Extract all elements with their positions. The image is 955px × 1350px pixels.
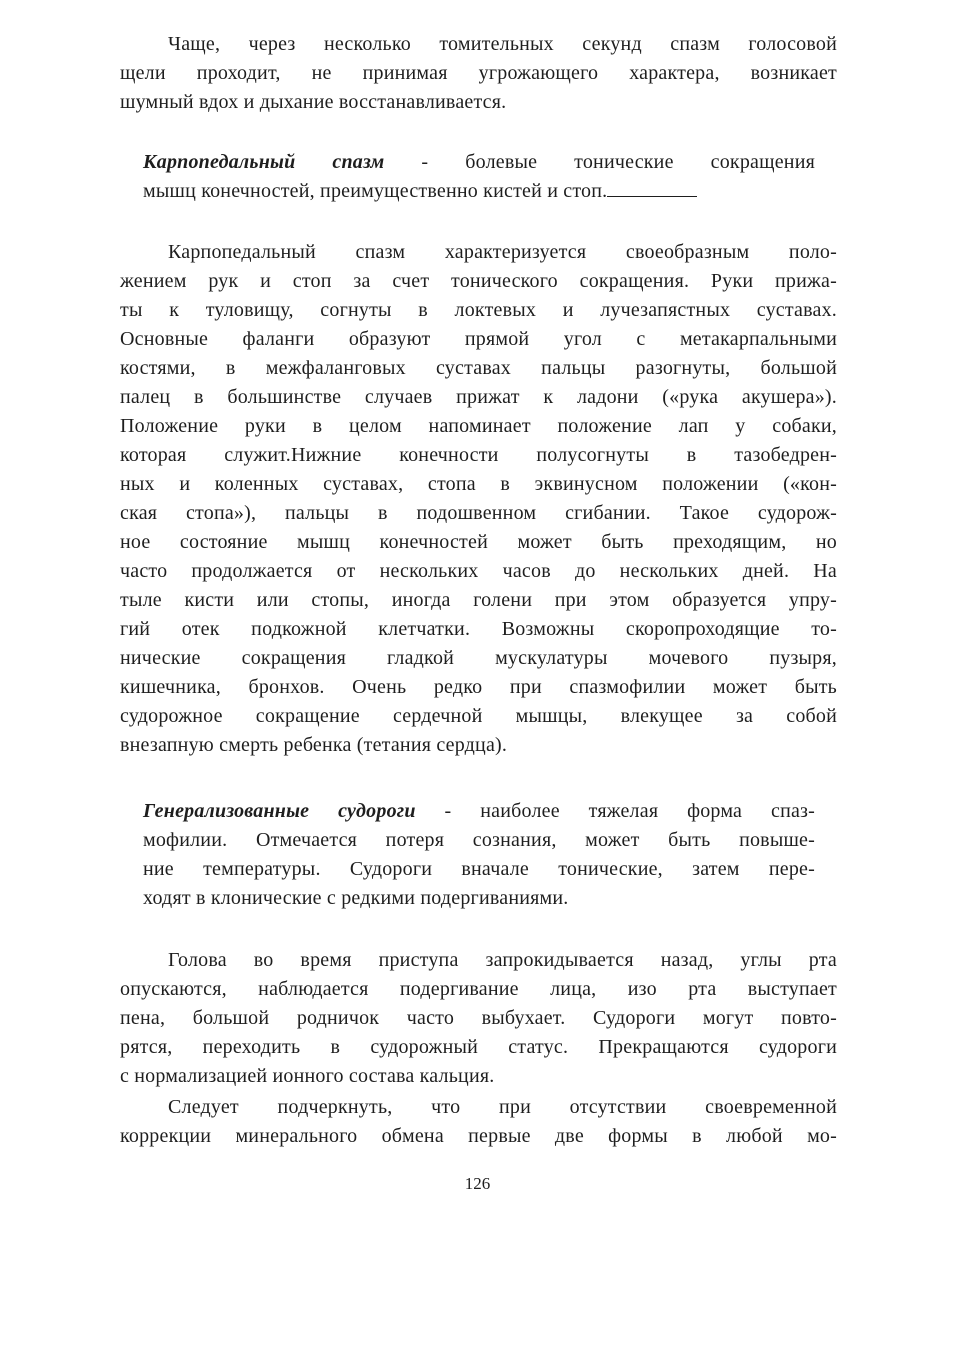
text-line: внезапную смерть ребенка (тетания сердца). xyxy=(120,734,508,756)
term-carpopedal-spasm: Карпопедальный спазм xyxy=(143,151,385,173)
text-line: коррекции минерального обмена первые две формы в любой мо- xyxy=(120,1125,837,1147)
text-line: ходят в клонические с редкими подергиваниями. xyxy=(143,887,569,909)
text-line: судорожное сокращение сердечной мышцы, влекущее за собой xyxy=(120,705,837,727)
text-line xyxy=(143,148,815,177)
text-line: щели проходит, не принимая угрожающего характера, возникает xyxy=(120,62,837,84)
text-line: кишечника, бронхов. Очень редко при спазмофилии может быть xyxy=(120,676,837,698)
text-line: палец в большинстве случаев прижат к ладони («рука акушера»). xyxy=(120,386,837,408)
term-generalized-seizures: Генерализованные судороги xyxy=(143,800,416,822)
text-line xyxy=(143,177,815,206)
text-line: Основные фаланги образуют прямой угол с метакарпальными xyxy=(120,328,837,350)
text-line: тыле кисти или стопы, иногда голени при этом образуется упру- xyxy=(120,589,837,611)
text-line: ты к туловищу, согнуты в локтевых и лучезапястных суставах. xyxy=(120,299,837,321)
text-line: опускаются, наблюдается подергивание лица, изо рта выступает xyxy=(120,978,837,1000)
text-line: шумный вдох и дыхание восстанавливается. xyxy=(120,91,507,113)
text-line: гий отек подкожной клетчатки. Возможны скоропроходящие то- xyxy=(120,618,837,640)
text-line xyxy=(143,797,815,826)
text-line: ние температуры. Судороги вначале тонические, затем пере- xyxy=(143,858,815,880)
text-line: Следует подчеркнуть, что при отсутствии своевременной xyxy=(168,1096,837,1118)
text-line: которая служит.Нижние конечности полусогнуты в тазобедрен- xyxy=(120,444,837,466)
text-line: ное состояние мышц конечностей может быть преходящим, но xyxy=(120,531,837,553)
text-line: нические сокращения гладкой мускулатуры мочевого пузыря, xyxy=(120,647,837,669)
page-number: 126 xyxy=(464,1174,491,1193)
definition-generalized-seizures xyxy=(143,797,815,913)
text-line: ных и коленных суставах, стопа в эквинусном положении («кон- xyxy=(120,473,837,495)
blank-underline xyxy=(607,178,697,197)
text-line: ская стопа»), пальцы в подошвенном сгибании. Такое судорож- xyxy=(120,502,837,524)
paragraph-laryngospasm-end xyxy=(120,30,837,117)
text-line: часто продолжается от нескольких часов до нескольких дней. На xyxy=(120,560,837,582)
definition-text: - наиболее тяжелая форма спаз- xyxy=(415,800,816,822)
text-line: Голова во время приступа запрокидывается назад, углы рта xyxy=(168,949,837,971)
paragraph-carpopedal-description xyxy=(120,238,837,760)
text-line: мофилии. Отмечается потеря сознания, может быть повыше- xyxy=(143,829,815,851)
text-line: с нормализацией ионного состава кальция. xyxy=(120,1065,495,1087)
text-line: Чаще, через несколько томительных секунд спазм голосовой xyxy=(168,33,837,55)
text-line: пена, большой родничок часто выбухает. Судороги могут повто- xyxy=(120,1007,837,1029)
text-line: рятся, переходить в судорожный статус. Прекращаются судороги xyxy=(120,1036,837,1058)
text-line: костями, в межфаланговых суставах пальцы разогнуты, большой xyxy=(120,357,837,379)
definition-text: мышц конечностей, преимущественно кистей и стоп. xyxy=(143,180,608,202)
text-line: Карпопедальный спазм характеризуется своеобразным поло- xyxy=(168,241,837,263)
definition-carpopedal-spasm xyxy=(143,148,815,206)
paragraph-seizure-course xyxy=(120,946,837,1091)
definition-text: - болевые тонические сокращения xyxy=(384,151,816,173)
paragraph-emphasis xyxy=(120,1093,837,1151)
text-line: жением рук и стоп за счет тонического сокращения. Руки прижа- xyxy=(120,270,837,292)
text-line: Положение руки в целом напоминает положение лап у собаки, xyxy=(120,415,837,437)
